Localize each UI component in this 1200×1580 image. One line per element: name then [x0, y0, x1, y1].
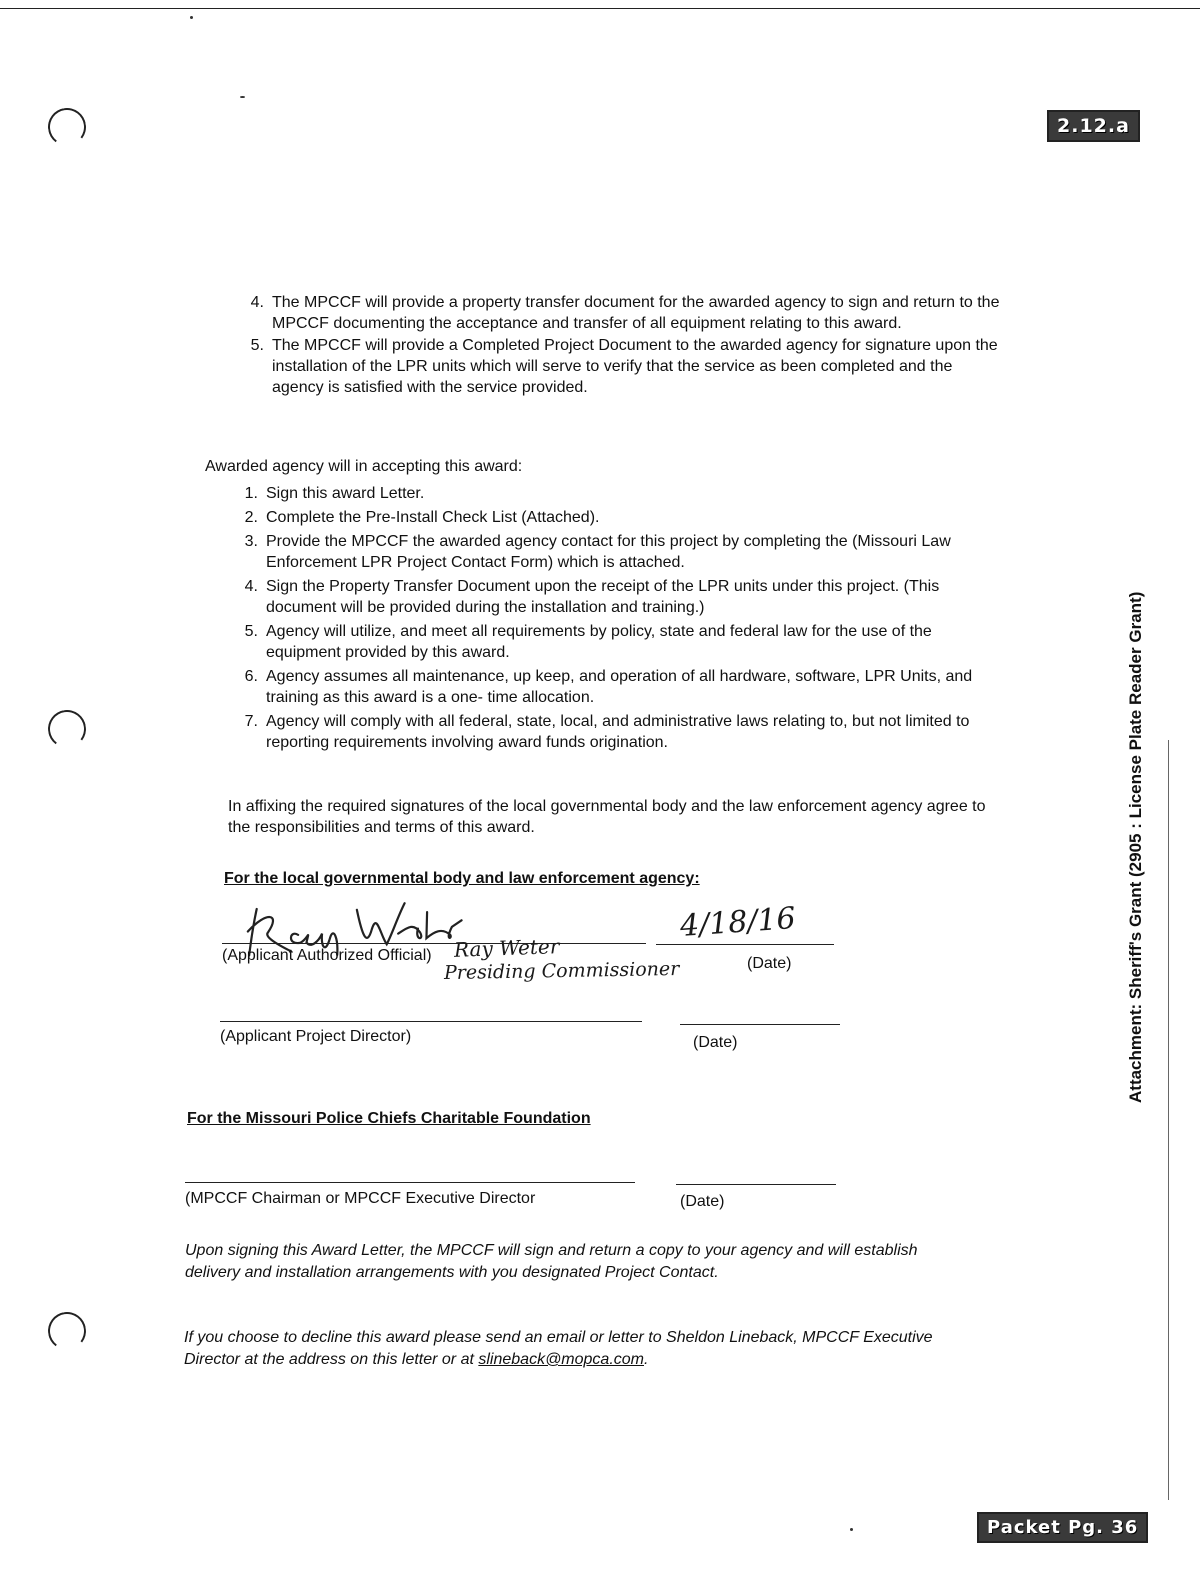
list-text: Agency assumes all maintenance, up keep, and operation of all hardware, software, LPR Units, and training as this award is a one- time allocation. — [266, 668, 973, 706]
list-number: 5. — [244, 623, 258, 640]
list-number: 7. — [244, 713, 258, 730]
list-number: 4. — [250, 294, 264, 311]
decline-paragraph — [184, 1327, 974, 1371]
list-text: Sign this award Letter. — [266, 485, 425, 502]
punch-hole — [46, 708, 89, 751]
list-item — [230, 711, 1006, 753]
list-text: Agency will utilize, and meet all requirements by policy, state and federal law for the use of the equipment provided by this award. — [266, 623, 932, 661]
decline-text-end: . — [644, 1351, 649, 1368]
punch-hole — [46, 106, 89, 149]
list-number: 3. — [244, 533, 258, 550]
handwritten-title: Presiding Commissioner — [443, 957, 680, 985]
project-director-label: (Applicant Project Director) — [220, 1028, 412, 1045]
handwritten-date: 4/18/16 — [678, 901, 797, 944]
foundation-signature-heading: For the Missouri Police Chiefs Charitable Foundation — [187, 1110, 591, 1127]
list-text: Sign the Property Transfer Document upon the receipt of the LPR units under this project. (This document will be provided during the installation and training.) — [266, 578, 940, 616]
page-badge: 2.12.a — [1047, 110, 1140, 142]
date-label: (Date) — [747, 955, 792, 972]
mpccf-director-label: (MPCCF Chairman or MPCCF Executive Director — [185, 1190, 536, 1207]
list-item — [234, 292, 1004, 334]
list-text: The MPCCF will provide a property transfer document for the awarded agency to sign and return to the MPCCF documenting the acceptance and transfer of all equipment relating to this award. — [272, 294, 1000, 332]
list-item — [234, 335, 1004, 398]
scan-top-edge — [0, 8, 1200, 9]
punch-hole — [46, 1310, 89, 1353]
list-item — [230, 483, 1006, 504]
list-item — [230, 507, 1006, 528]
authorized-official-label: (Applicant Authorized Official) — [222, 947, 432, 964]
list-number: 2. — [244, 509, 258, 526]
handwritten-name: Ray Weter — [453, 934, 560, 962]
list-text: The MPCCF will provide a Completed Project Document to the awarded agency for signature upon the installation of the LPR units which will serve to verify that the service as been completed and the agency is satisfied with the service provided. — [272, 337, 998, 396]
closing-paragraph: Upon signing this Award Letter, the MPCCF will sign and return a copy to your agency and will establish delivery and installation arrangements with you designated Project Contact. — [185, 1242, 918, 1281]
list-text: Agency will comply with all federal, state, local, and administrative laws relating to, but not limited to reporting requirements involving award funds origination. — [266, 713, 970, 751]
date-label: (Date) — [693, 1034, 738, 1051]
packet-page-badge: Packet Pg. 36 — [977, 1512, 1148, 1543]
signature-line — [220, 1021, 642, 1022]
list-number: 6. — [244, 668, 258, 685]
signature-line — [185, 1182, 635, 1183]
scan-speck — [850, 1528, 853, 1531]
date-label: (Date) — [680, 1193, 725, 1210]
list-text: Provide the MPCCF the awarded agency contact for this project by completing the (Missouri Law Enforcement LPR Project Contact Form) which is attached. — [266, 533, 951, 571]
list-text: Complete the Pre-Install Check List (Attached). — [266, 509, 600, 526]
signature-line — [222, 943, 646, 944]
list-item — [230, 531, 1006, 573]
list-number: 1. — [244, 485, 258, 502]
decline-text: If you choose to decline this award please send an email or letter to Sheldon Lineback, MPCCF Executive Director at the address on this letter or at — [184, 1329, 933, 1368]
local-signature-heading: For the local governmental body and law enforcement agency: — [224, 870, 700, 887]
date-line — [676, 1184, 836, 1185]
list-item — [230, 576, 1006, 618]
list-item — [230, 621, 1006, 663]
list-item — [230, 666, 1006, 708]
mpccf-provisions-list — [234, 292, 1004, 398]
margin-rule — [1168, 740, 1169, 1500]
affix-statement: In affixing the required signatures of the local governmental body and the law enforcement agency agree to the responsibilities and terms of this award. — [228, 798, 986, 836]
scan-speck — [190, 16, 193, 19]
list-number: 4. — [244, 578, 258, 595]
contact-email-link[interactable]: slineback@mopca.com — [478, 1351, 644, 1368]
agency-intro: Awarded agency will in accepting this award: — [205, 458, 523, 475]
scan-speck — [240, 96, 245, 98]
date-line — [656, 944, 834, 945]
date-line — [680, 1024, 840, 1025]
agency-obligations-list — [230, 483, 1006, 753]
list-number: 5. — [250, 337, 264, 354]
attachment-caption: Attachment: Sheriff's Grant (2905 : License Plate Reader Grant) — [1126, 591, 1145, 1103]
